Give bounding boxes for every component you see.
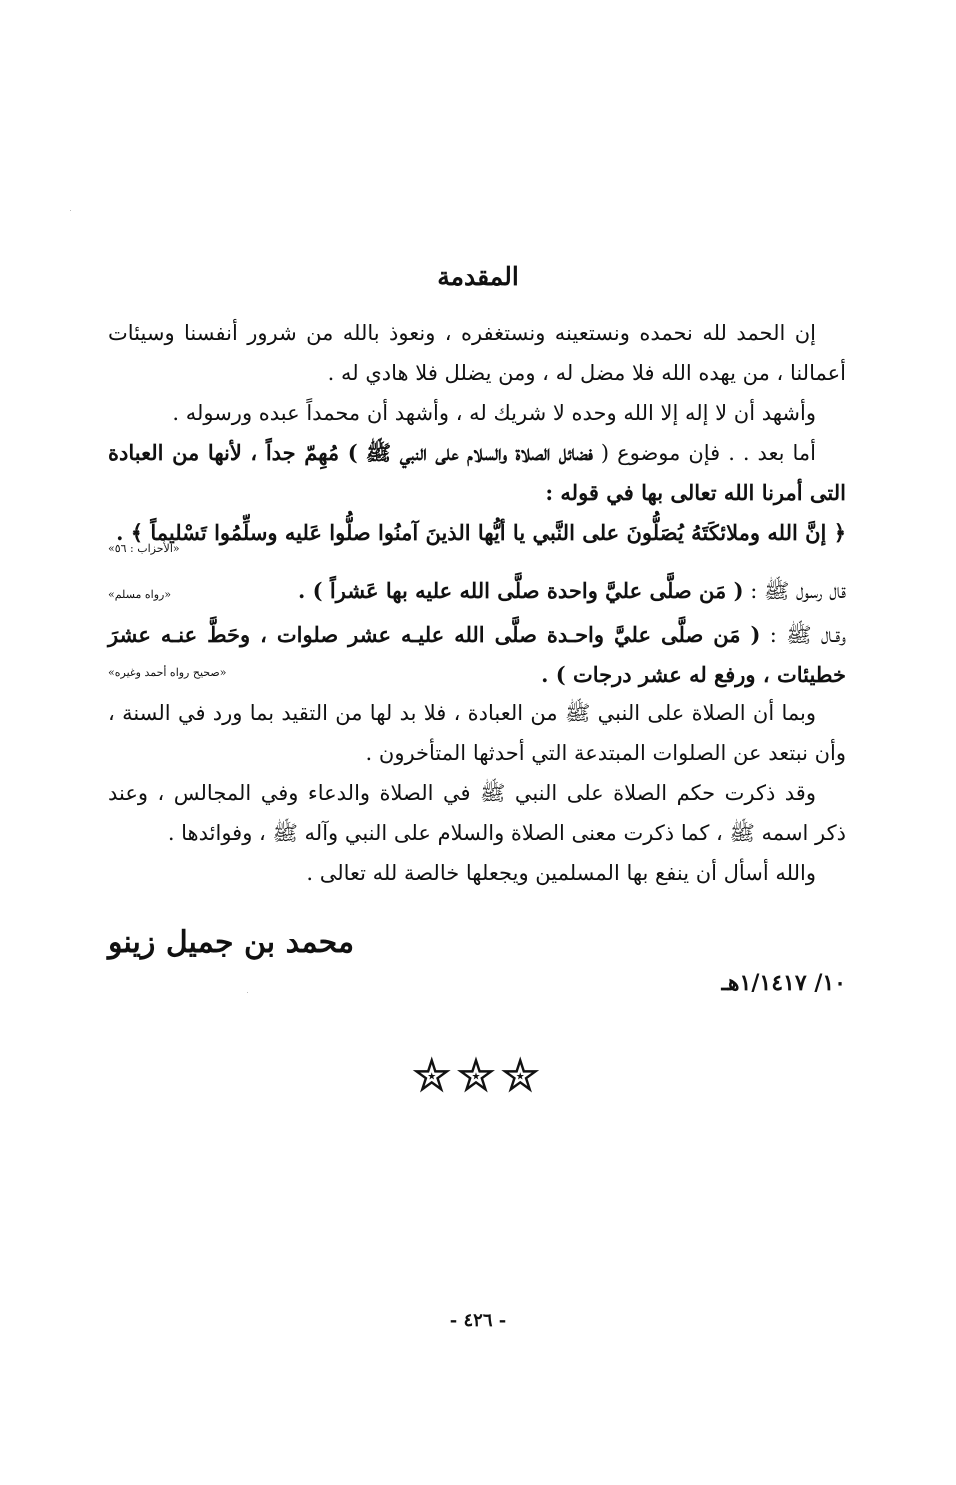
page-title: المقدمة bbox=[437, 262, 519, 291]
paragraph-topic bbox=[108, 433, 846, 513]
hadith-1-text bbox=[298, 571, 846, 611]
author-signature: محمد بن جميل زينو bbox=[108, 925, 355, 960]
hadith-1-prefix: قال رسول ﷺ : bbox=[750, 579, 846, 603]
hadith-2-prefix: وقـال ﷺ : bbox=[769, 623, 846, 647]
scan-speck bbox=[247, 992, 248, 993]
body-text bbox=[108, 313, 846, 893]
star-ornament-icon: ✮✮✮ bbox=[411, 1048, 545, 1104]
hadith-2 bbox=[108, 615, 846, 695]
hadith-2-source: «صحيح رواه أحمد وغيره» bbox=[108, 666, 227, 679]
date: ١٠/ ١/١٤١٧هـ bbox=[721, 970, 846, 996]
paragraph-closing: والله أسأل أن ينفع بها المسلمين ويجعلها خالصة لله تعالى . bbox=[306, 861, 816, 885]
paragraph-opening: إن الحمد لله نحمده ونستعينه ونستغفره ، ونعوذ بالله من شرور أنفسنا وسيئات أعمالنا ، من يهده الله فلا مضل له ، ومن يضلل فلا هادي له . bbox=[108, 321, 846, 385]
quran-verse: ﴿ إنَّ الله وملائكَتَهُ يُصَلُّونَ على النَّبي يا أيُّها الذينَ آمنُوا صلُّوا عَليه وسلِّمُوا تَسْليماً ﴾ . bbox=[116, 520, 846, 545]
topic-prefix: أما بعد . . فإن موضوع ( bbox=[600, 441, 816, 465]
hadith-2-quote: ( مَن صلَّى عليَّ واحـدة صلَّى الله عليـه عشر صلوات ، وحَطَّ عنـه عشرَ خطيئات ، ورفع له عشر درجات ) . bbox=[108, 622, 846, 687]
paragraph-sunnah: وبما أن الصلاة على النبي ﷺ من العبادة ، فلا بد لها من التقيد بما ورد في السنة ، وأن نبتعد عن الصلوات المبتدعة التي أحدثها المتأخرون . bbox=[108, 701, 846, 765]
hadith-1 bbox=[108, 571, 846, 615]
paragraph-contents: وقد ذكرت حكم الصلاة على النبي ﷺ في الصلاة والدعاء وفي المجالس ، وعند ذكر اسمه ﷺ ، كما ذكرت معنى الصلاة والسلام على النبي وآله ﷺ ، وفوائدها . bbox=[108, 781, 846, 845]
hadith-1-source: «رواه مسلم» bbox=[108, 588, 172, 601]
verse-reference: «الأحزاب : ٥٦» bbox=[108, 542, 180, 555]
page-number: - ٤٢٦ - bbox=[449, 1310, 507, 1331]
hadith-1-quote: ( مَن صلَّى عليَّ واحدة صلَّى الله عليه بها عَشراً ) . bbox=[298, 578, 744, 603]
topic-suffix: ) مُهِمّ جداً ، لأنها من العبادة التى أمرنا الله تعالى بها في قوله : bbox=[108, 440, 846, 505]
paragraph-shahada: وأشهد أن لا إله إلا الله وحده لا شريك له ، وأشهد أن محمداً عبده ورسوله . bbox=[172, 401, 816, 425]
scan-speck bbox=[70, 210, 71, 211]
topic-title: فضائل الصلاة والسلام على النبي ﷺ bbox=[365, 440, 593, 465]
